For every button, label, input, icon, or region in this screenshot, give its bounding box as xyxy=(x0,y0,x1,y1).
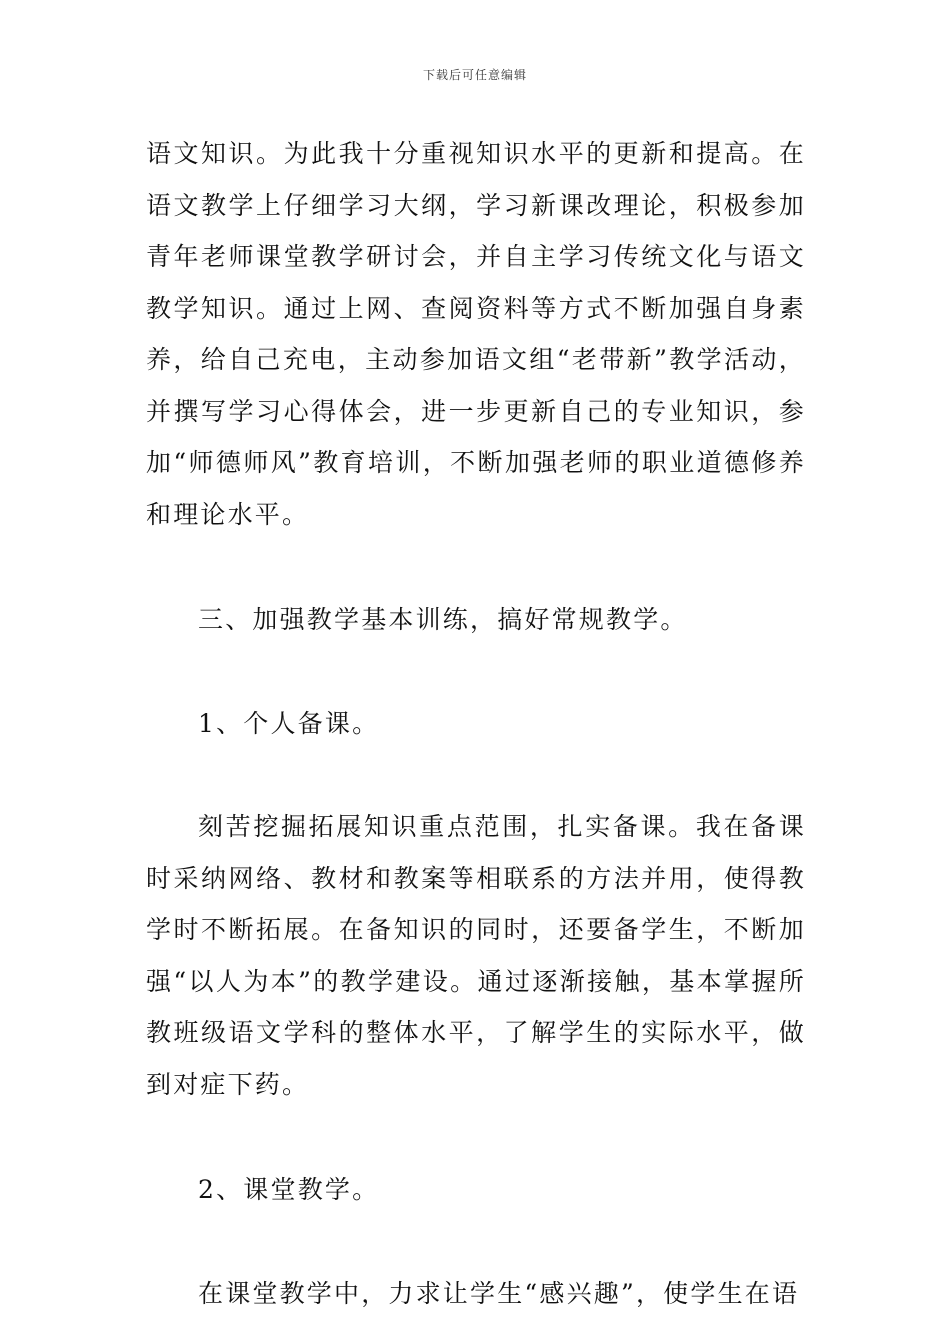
document-body xyxy=(146,128,806,1319)
subsection-heading-lesson-prep: 1、个人备课。 xyxy=(198,708,380,738)
paragraph-classroom: 在课堂教学中，力求让学生“感兴趣”，使学生在语 xyxy=(198,1278,800,1308)
section-heading: 三、加强教学基本训练，搞好常规教学。 xyxy=(198,605,688,634)
subsection-heading-classroom: 2、课堂教学。 xyxy=(198,1175,380,1204)
paragraph-continuation: 语文知识。为此我十分重视知识水平的更新和提高。在语文教学上仔细学习大纲，学习新课改理论，积极参加青年老师课堂教学研讨会，并自主学习传统文化与语文教学知识。通过上网、查阅资料等方式不断加强自身素养，给自己充电，主动参加语文组“老带新”教学活动，并撰写学习心得体会，进一步更新自己的专业知识，参加“师德师风”教育培训，不断加强老师的职业道德修养和理论水平。 xyxy=(146,139,806,529)
paragraph-lesson-prep: 刻苦挖掘拓展知识重点范围，扎实备课。我在备课时采纳网络、教材和教案等相联系的方法并用，使得教学时不断拓展。在备知识的同时，还要备学生，不断加强“以人为本”的教学建设。通过逐渐接触，基本掌握所教班级语文学科的整体水平，了解学生的实际水平，做到对症下药。 xyxy=(146,812,806,1099)
page-header: 下载后可任意编辑 xyxy=(422,68,527,82)
